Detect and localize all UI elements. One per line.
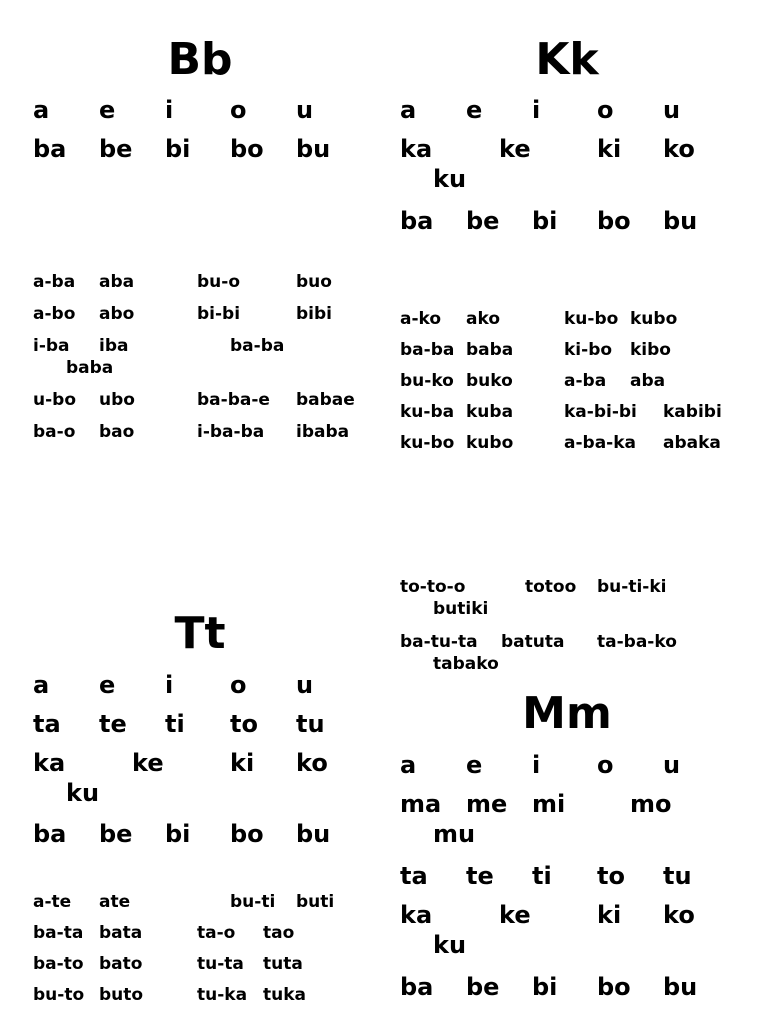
vowel: u [296,96,314,124]
vowel: o [597,96,614,124]
section-heading-tt: Tt [174,608,226,659]
syllable: ba [400,973,434,1001]
syllabified-word: ba-ba-e [197,390,270,410]
syllabified-word: ku-bo [400,433,455,453]
syllable: ti [532,862,552,890]
syllabified-word: bu-ti-ki [597,577,667,597]
vowel: a [33,96,50,124]
syllable: be [99,135,133,163]
syllable: mu [433,820,476,848]
kk-extra-word-list [400,577,760,678]
syllable: bu [296,135,331,163]
word-row [33,954,393,985]
syllabified-word: a-ba [33,272,76,292]
tt-word-list [33,892,393,1016]
section-heading-bb: Bb [167,34,233,85]
word-row [33,336,393,390]
syllable: me [466,790,508,818]
word-row [33,923,393,954]
mm-ta-row [400,862,760,901]
vowel: e [99,96,116,124]
vowel: u [296,671,314,699]
syllabified-word: ta-o [197,923,236,943]
mm-ba-row [400,973,760,1005]
word-row [33,422,393,454]
mm-ma-row [400,790,760,862]
mm-ka-row [400,901,760,973]
word: abaka [663,433,721,453]
word: babae [296,390,355,410]
kk-ka-row [400,135,760,207]
syllable: ki [597,135,622,163]
syllable: mo [630,790,672,818]
syllabified-word: a-ba [564,371,607,391]
mm-big-rows [400,751,760,1005]
syllable: ma [400,790,442,818]
syllabified-word: a-ko [400,309,442,329]
bb-syllable-row [33,135,393,167]
vowel: u [663,751,681,779]
syllabified-word: ta-ba-ko [597,632,677,652]
syllable: ke [132,749,164,777]
word-row [33,304,393,336]
syllable: be [466,973,500,1001]
syllabified-word: bu-to [33,985,85,1005]
tt-big-rows [33,671,393,852]
word: kubo [630,309,678,329]
syllable: ti [165,710,185,738]
word: aba [630,371,666,391]
word: aba [99,272,135,292]
vowel: i [165,96,174,124]
syllable: bi [165,820,191,848]
word: buti [296,892,335,912]
syllable: ku [433,165,467,193]
word: baba [466,340,514,360]
word-row [33,272,393,304]
word-row [400,340,760,371]
syllable: ko [663,135,695,163]
syllable: tu [663,862,692,890]
word: buto [99,985,144,1005]
word: bato [99,954,143,974]
word: tabako [433,654,499,674]
syllable: bo [597,207,631,235]
syllabified-word: bu-ti [230,892,276,912]
syllable: to [230,710,258,738]
kk-big-rows [400,96,760,239]
syllable: be [99,820,133,848]
vowel: e [99,671,116,699]
word: ubo [99,390,135,410]
syllable: bi [532,973,558,1001]
tt-ta-row [33,710,393,749]
syllable: be [466,207,500,235]
syllable: ta [33,710,61,738]
word-row [400,371,760,402]
kk-vowel-row [400,96,760,135]
word: tuta [263,954,303,974]
syllabified-word: ba-to [33,954,84,974]
syllable: ka [400,901,433,929]
word: kuba [466,402,514,422]
syllable: bi [532,207,558,235]
syllabified-word: bu-ko [400,371,454,391]
syllabified-word: ba-ba [230,336,285,356]
vowel: a [400,751,417,779]
vowel: e [466,751,483,779]
word: kubo [466,433,514,453]
syllable: te [99,710,127,738]
syllabified-word: ba-tu-ta [400,632,478,652]
syllable: bu [296,820,331,848]
syllabified-word: a-te [33,892,72,912]
word-row [400,577,760,632]
syllabified-word: i-ba [33,336,70,356]
syllabified-word: tu-ta [197,954,244,974]
word: buko [466,371,513,391]
syllable: ki [597,901,622,929]
syllable: ka [400,135,433,163]
syllable: ba [33,820,67,848]
syllabified-word: a-bo [33,304,76,324]
word-row [33,390,393,422]
mm-vowel-row [400,751,760,790]
syllable: ke [499,135,531,163]
section-heading-kk: Kk [535,34,599,85]
syllabified-word: bu-o [197,272,241,292]
bb-vowel-row [33,96,393,128]
syllable: ku [433,931,467,959]
syllable: mi [532,790,566,818]
word-row [400,632,760,678]
word: abo [99,304,135,324]
word: butiki [433,599,489,619]
vowel: e [466,96,483,124]
vowel: u [663,96,681,124]
word: ako [466,309,500,329]
word-row [400,402,760,433]
vowel: i [532,751,541,779]
bb-big-rows [33,96,393,167]
vowel: a [33,671,50,699]
word: buo [296,272,332,292]
bb-word-list [33,272,393,454]
syllabified-word: ku-ba [400,402,455,422]
word: tao [263,923,295,943]
word: kibo [630,340,671,360]
word: ibaba [296,422,350,442]
syllable: te [466,862,494,890]
syllable: ba [400,207,434,235]
syllable: ka [33,749,66,777]
syllable: bu [663,207,698,235]
word: bata [99,923,143,943]
syllabified-word: i-ba-ba [197,422,265,442]
word: iba [99,336,129,356]
syllabified-word: u-bo [33,390,77,410]
syllabified-word: tu-ka [197,985,248,1005]
section-heading-mm: Mm [522,688,612,739]
vowel: o [597,751,614,779]
word-row [33,985,393,1016]
word-row [400,433,760,464]
tt-ba-row [33,820,393,852]
syllable: ko [296,749,328,777]
vowel: i [532,96,541,124]
syllable: bi [165,135,191,163]
syllable: tu [296,710,325,738]
vowel: o [230,671,247,699]
vowel: a [400,96,417,124]
syllabified-word: to-to-o [400,577,466,597]
syllable: ba [33,135,67,163]
syllable: ke [499,901,531,929]
syllabified-word: ba-ta [33,923,84,943]
kk-ba-row [400,207,760,239]
syllable: ki [230,749,255,777]
tt-vowel-row [33,671,393,710]
syllable: ku [66,779,100,807]
word-row [33,892,393,923]
word: kabibi [663,402,722,422]
vowel: i [165,671,174,699]
syllabified-word: ka-bi-bi [564,402,637,422]
syllable: ko [663,901,695,929]
vowel: o [230,96,247,124]
syllable: to [597,862,625,890]
syllabified-word: ku-bo [564,309,619,329]
word: tuka [263,985,307,1005]
syllable: bo [597,973,631,1001]
syllable: bu [663,973,698,1001]
word: batuta [501,632,565,652]
syllable: ta [400,862,428,890]
syllabified-word: ba-ba [400,340,455,360]
word-row [400,309,760,340]
syllabified-word: bi-bi [197,304,241,324]
word: totoo [525,577,577,597]
tt-ka-row [33,749,393,820]
syllable: bo [230,135,264,163]
syllabified-word: ki-bo [564,340,613,360]
word: baba [66,358,114,378]
syllabified-word: a-ba-ka [564,433,637,453]
syllabified-word: ba-o [33,422,76,442]
word: bibi [296,304,332,324]
kk-word-list [400,309,760,464]
word: bao [99,422,135,442]
syllable: bo [230,820,264,848]
word: ate [99,892,131,912]
